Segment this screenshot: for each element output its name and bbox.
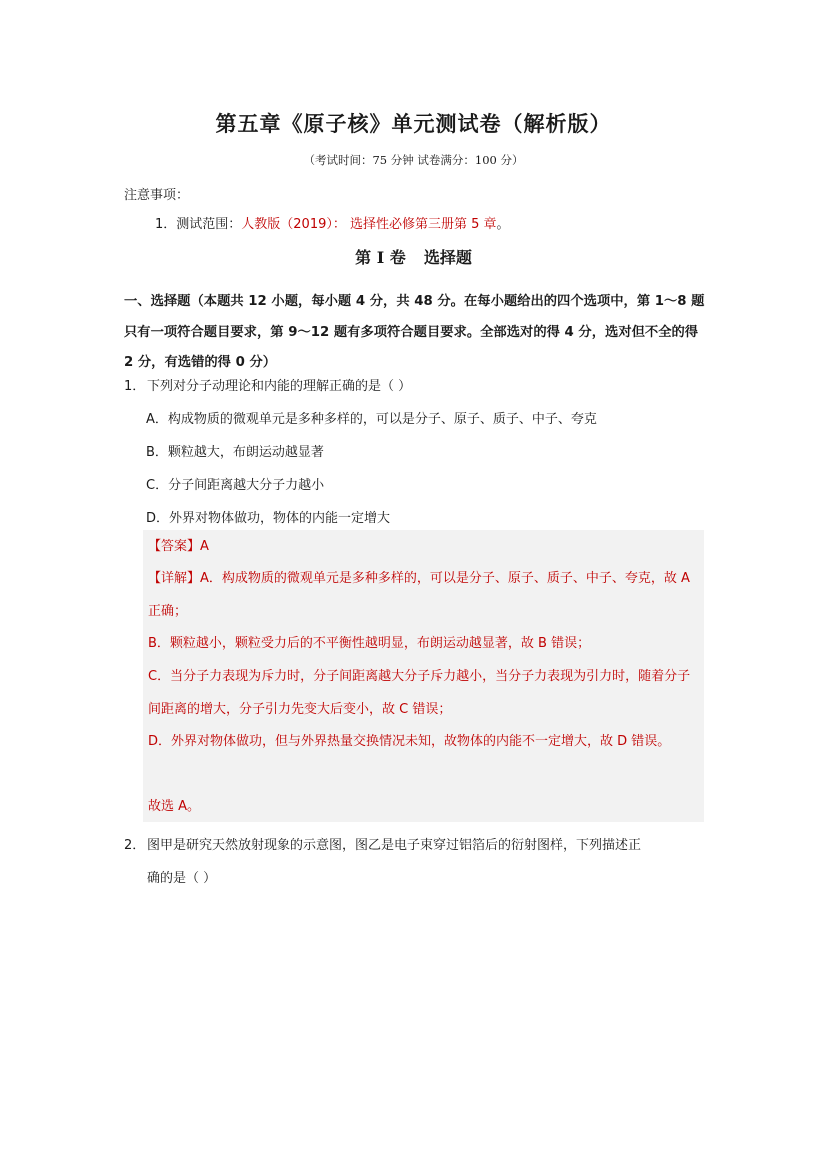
question-1-answer: 【答案】A [148,539,209,554]
notes-item-scope-value: 人教版（2019）： 选择性必修第三册第 5 章 [241,217,497,232]
question-1-conclusion: 故选 A。 [148,799,201,814]
question-1-option-c: C．分子间距离越大分子力越小 [146,478,325,493]
notes-item-scope [155,213,510,232]
notes-heading: 注意事项： [124,188,190,203]
question-2-line-2: 确的是（ ） [147,870,217,886]
question-1-text: 下列对分子动理论和内能的理解正确的是（ ） [147,379,412,394]
question-2-text-1: 图甲是研究天然放射现象的示意图，图乙是电子束穿过铝箔后的衍射图样，下列描述正 [147,838,642,853]
question-1-option-a: A．构成物质的微观单元是多种多样的，可以是分子、原子、质子、中子、夸克 [146,412,597,427]
question-1-analysis-a: 【详解】A．构成物质的微观单元是多种多样的，可以是分子、原子、质子、中子、夸克，故 A 正确； [148,571,690,619]
question-1-option-b: B．颗粒越大，布朗运动越显著 [146,445,324,460]
question-2-line-1 [124,830,708,863]
notes-item-prefix: 1．测试范围： [155,217,242,232]
instructions: 一、选择题（本题共 12 小题，每小题 4 分，共 48 分。在每小题给出的四个选项中，第 1～8 题只有一项符合题目要求，第 9～12 题有多项符合题目要求。全部选对的得 4 分，选对但不全的得 2 分，有选错的得 0 分） [124,294,705,370]
question-1-option-d: D．外界对物体做功，物体的内能一定增大 [146,511,391,526]
question-1-analysis-b: B．颗粒越小，颗粒受力后的不平衡性越明显，布朗运动越显著，故 B 错误； [148,636,591,651]
section-heading [0,245,827,268]
question-1-stem [124,375,411,394]
section-name: 选择题 [423,248,472,267]
question-2-number: 2． [124,838,146,853]
question-1-analysis-c: C．当分子力表现为斥力时，分子间距离越大分子斥力越小，当分子力表现为引力时，随着分子间距离的增大，分子引力先变大后变小，故 C 错误； [148,669,691,717]
page-title: 第五章《原子核》单元测试卷（解析版） [215,111,612,136]
notes-item-suffix: 。 [496,217,510,232]
exam-info: （考试时间：75 分钟 试卷满分：100 分） [303,153,524,167]
question-1-number: 1． [124,379,146,394]
question-2-stem [124,830,708,895]
question-1-analysis-d: D．外界对物体做功，但与外界热量交换情况未知，故物体的内能不一定增大，故 D 错误。 [148,734,671,749]
section-part: 第 I 卷 [355,248,406,267]
